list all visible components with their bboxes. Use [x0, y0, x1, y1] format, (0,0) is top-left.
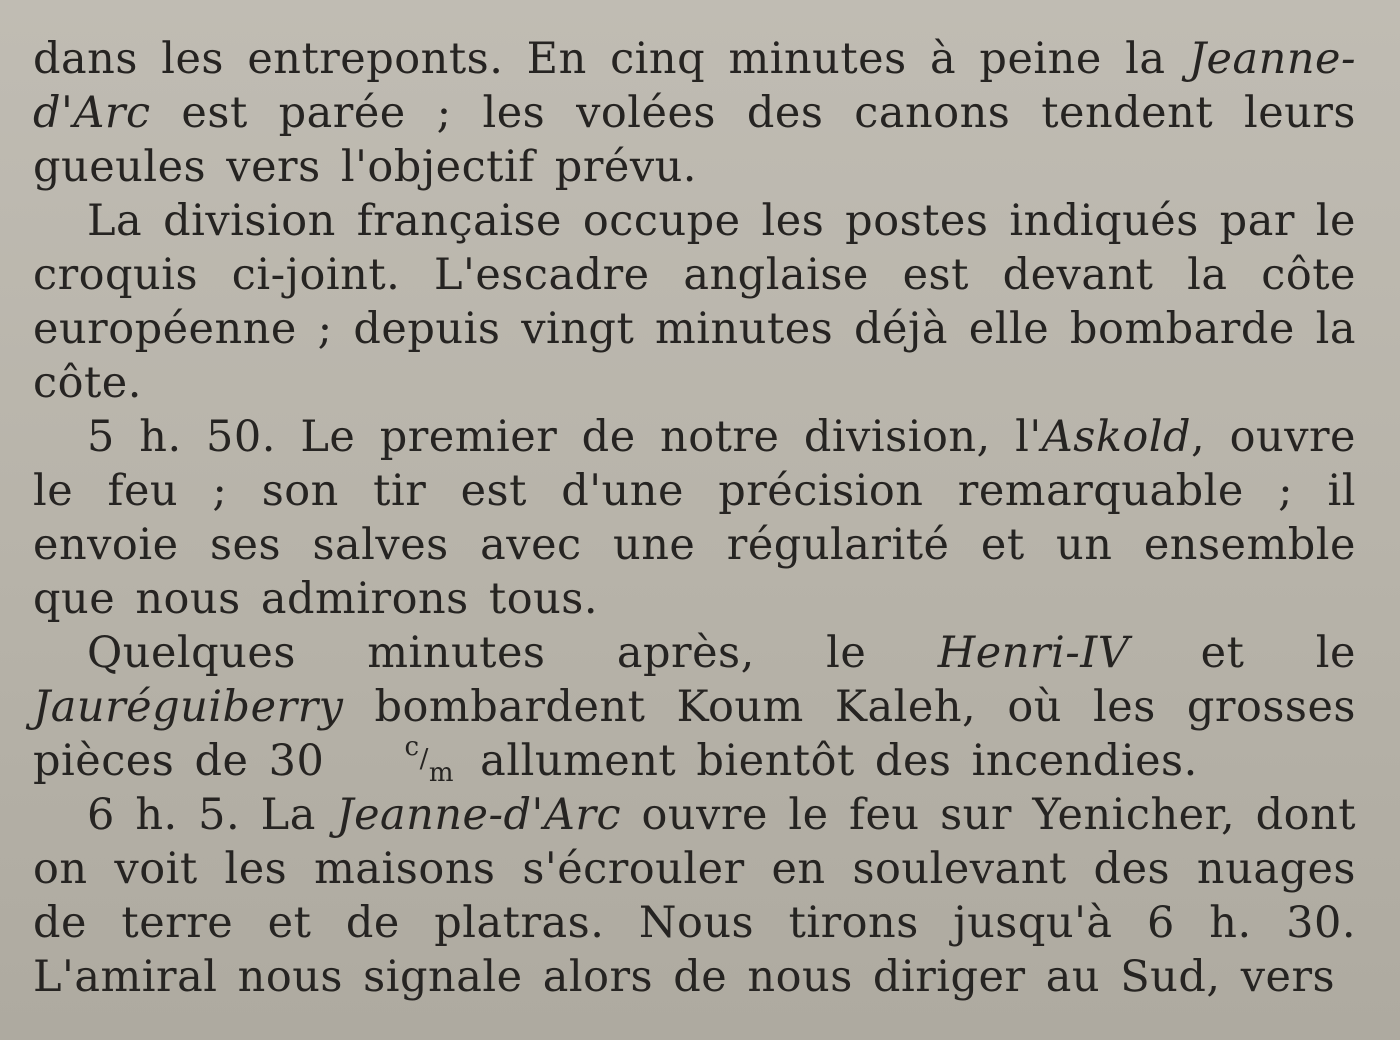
text-segment: 5 h. 50. Le premier de notre division, l' [87, 412, 1042, 462]
text-segment: dans les entreponts. En cinq minutes à peine la [33, 34, 1189, 84]
paragraph-koum-kaleh [33, 626, 1356, 788]
ship-name-jaureguiberry: Jauréguiberry [33, 682, 344, 732]
ship-name-jeanne-darc: Jeanne-d'Arc [336, 790, 622, 840]
text-segment: est parée ; les volées des canons tendent leurs gueules vers l'objectif prévu. [33, 88, 1356, 192]
text-segment: allument bientôt des incendies. [460, 736, 1198, 786]
text-segment: Quelques minutes après, le [87, 628, 938, 678]
ship-name-jeanne-darc: Jeanne-d'Arc [33, 34, 1356, 138]
text-segment: et le [1129, 628, 1356, 678]
paragraph-yenicher [33, 788, 1356, 1004]
text-segment: bombardent Koum Kaleh, où les grosses pièces de 30 [33, 682, 1356, 786]
ship-name-askold: Askold [1041, 412, 1192, 462]
centimeter-unit-fraction: c/m [404, 732, 455, 788]
unit-denominator: m [428, 758, 455, 788]
text-segment: , ouvre le feu ; son tir est d'une précision remarquable ; il envoie ses salves avec une régularité et un ensemble que nous admirons tous. [33, 412, 1356, 624]
unit-numerator: c [404, 732, 420, 762]
paragraph-askold [33, 410, 1356, 626]
ship-name-henri-iv: Henri-IV [937, 628, 1130, 678]
paragraph-entreponts [33, 32, 1356, 194]
text-segment: ouvre le feu sur Yenicher, dont on voit les maisons s'écrouler en soulevant des nuages de terre et de platras. Nous tirons jusqu'à 6 h. 30. L'amiral nous signale alors de nous diriger au Sud, vers [33, 790, 1356, 1002]
paragraph-division-francaise [33, 194, 1356, 410]
text-segment: 6 h. 5. La [87, 790, 337, 840]
text-segment: La division française occupe les postes indiqués par le croquis ci-joint. L'escadre anglaise est devant la côte européenne ; depuis vingt minutes déjà elle bombarde la côte. [33, 196, 1356, 408]
